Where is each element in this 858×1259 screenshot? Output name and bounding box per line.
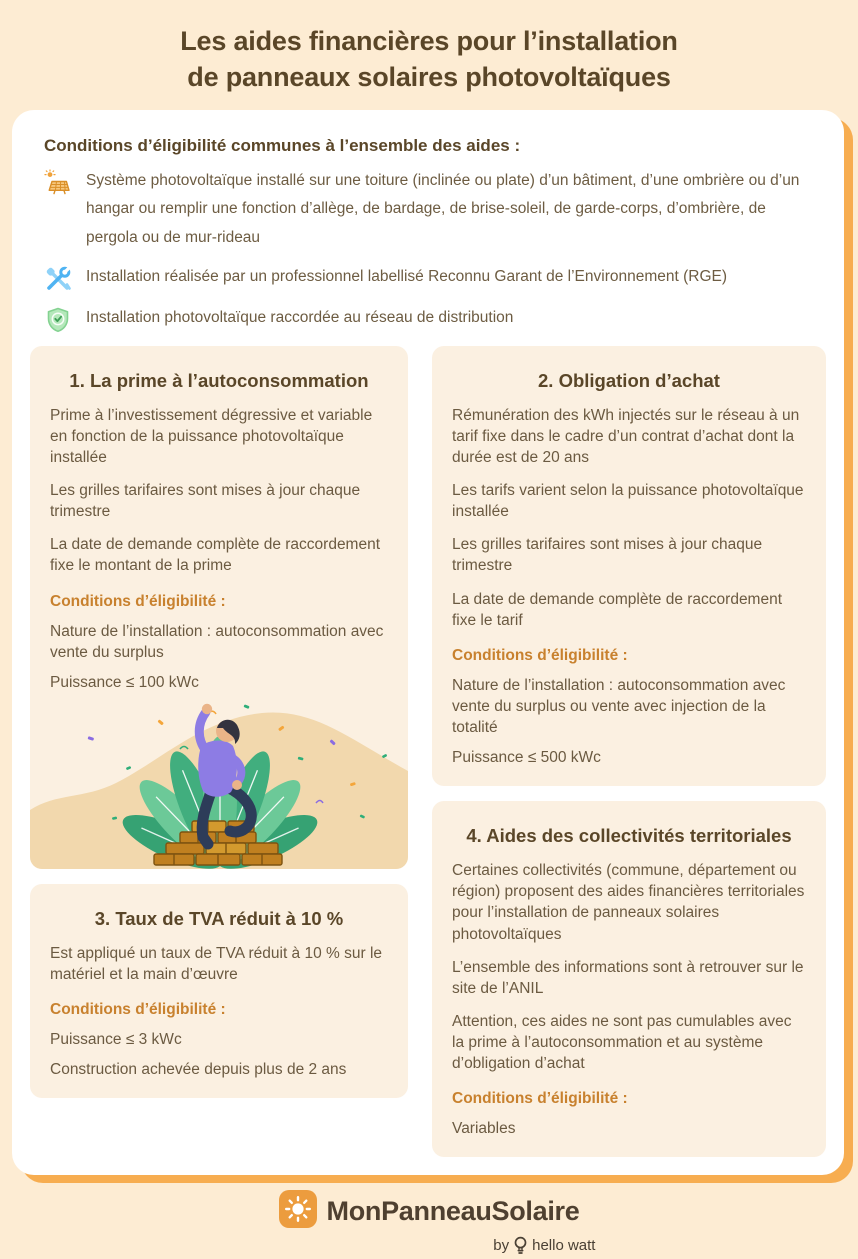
- tagline-company: hello watt: [532, 1237, 595, 1254]
- aid-card-obligation-achat: [432, 346, 826, 786]
- brand-tagline: [279, 1236, 596, 1255]
- celebration-illustration: [30, 697, 408, 869]
- brand-name: MonPanneauSolaire: [327, 1196, 580, 1227]
- main-card: [12, 110, 844, 1175]
- condition-value: Puissance ≤ 100 kWc: [50, 672, 388, 693]
- conditions-label: Conditions d’éligibilité :: [50, 999, 388, 1020]
- aid-card-paragraph: Certaines collectivités (commune, département ou région) proposent des aides financières territoriales pour l’installation de panneaux solaires photovoltaïques: [452, 860, 806, 944]
- page-title-line2: de panneaux solaires photovoltaïques: [187, 62, 670, 92]
- aid-card-paragraph: L’ensemble des informations sont à retrouver sur le site de l’ANIL: [452, 957, 806, 999]
- page-title: [0, 0, 858, 95]
- aid-card-paragraph: La date de demande complète de raccordement fixe le montant de la prime: [50, 534, 388, 576]
- aid-card-prime-autoconsommation: [30, 346, 408, 869]
- sun-logo-icon: [279, 1190, 317, 1233]
- condition-value: Variables: [452, 1118, 806, 1139]
- condition-value: Nature de l’installation : autoconsommation avec vente du surplus: [50, 621, 388, 663]
- aid-card-paragraph: Les grilles tarifaires sont mises à jour chaque trimestre: [50, 480, 388, 522]
- conditions-label: Conditions d’éligibilité :: [452, 1088, 806, 1109]
- aid-card-title: 3. Taux de TVA réduit à 10 %: [50, 906, 388, 931]
- aid-card-tva-reduite: [30, 884, 408, 1099]
- crossed-tools-icon: [44, 265, 72, 293]
- condition-item-roof: [44, 167, 820, 252]
- shield-check-icon: [44, 306, 72, 334]
- condition-item-text: Installation réalisée par un professionnel labellisé Reconnu Garant de l’Environnement (RGE): [86, 263, 727, 291]
- footer-branding: [279, 1190, 580, 1255]
- condition-value: Puissance ≤ 3 kWc: [50, 1029, 388, 1050]
- condition-item-rge: [44, 263, 820, 293]
- condition-item-text: Système photovoltaïque installé sur une toiture (inclinée ou plate) d’un bâtiment, d’une ombrière ou d’un hangar ou remplir une fonction d’allège, de bardage, de brise-soleil, de garde-corps, d’ombrière, de pergola ou de mur-rideau: [86, 167, 820, 252]
- condition-value: Construction achevée depuis plus de 2 ans: [50, 1059, 388, 1080]
- aid-card-title: 2. Obligation d’achat: [452, 368, 806, 393]
- solar-panel-sun-icon: [44, 169, 72, 197]
- conditions-label: Conditions d’éligibilité :: [452, 645, 806, 666]
- common-conditions-list: [44, 167, 820, 334]
- lightbulb-icon: [513, 1236, 528, 1255]
- aid-card-paragraph: Est appliqué un taux de TVA réduit à 10 % sur le matériel et la main d’œuvre: [50, 943, 388, 985]
- brand-row: [279, 1190, 580, 1233]
- tagline-by: by: [493, 1237, 509, 1254]
- page-title-line1: Les aides financières pour l’installation: [180, 26, 677, 56]
- aid-card-paragraph: Prime à l’investissement dégressive et variable en fonction de la puissance photovoltaïque installée: [50, 405, 388, 468]
- condition-value: Nature de l’installation : autoconsommation avec vente du surplus ou vente avec injection de la totalité: [452, 675, 806, 738]
- aid-card-paragraph: Les grilles tarifaires sont mises à jour chaque trimestre: [452, 534, 806, 576]
- aid-card-paragraph: La date de demande complète de raccordement fixe le tarif: [452, 589, 806, 631]
- aid-cards-grid: [30, 346, 826, 1157]
- condition-value: Puissance ≤ 500 kWc: [452, 747, 806, 768]
- common-conditions-heading: Conditions d’éligibilité communes à l’ensemble des aides :: [44, 136, 826, 156]
- aid-card-paragraph: Attention, ces aides ne sont pas cumulables avec la prime à l’autoconsommation et au système d’obligation d’achat: [452, 1011, 806, 1074]
- condition-item-grid: [44, 304, 820, 334]
- aid-card-title: 4. Aides des collectivités territoriales: [452, 823, 806, 848]
- conditions-label: Conditions d’éligibilité :: [50, 591, 388, 612]
- aid-card-collectivites-territoriales: [432, 801, 826, 1157]
- aid-card-paragraph: Les tarifs varient selon la puissance photovoltaïque installée: [452, 480, 806, 522]
- condition-item-text: Installation photovoltaïque raccordée au réseau de distribution: [86, 304, 513, 332]
- left-column: [30, 346, 408, 1157]
- aid-card-title: 1. La prime à l’autoconsommation: [50, 368, 388, 393]
- aid-card-paragraph: Rémunération des kWh injectés sur le réseau à un tarif fixe dans le cadre d’un contrat d’achat dont la durée est de 20 ans: [452, 405, 806, 468]
- right-column: [432, 346, 826, 1157]
